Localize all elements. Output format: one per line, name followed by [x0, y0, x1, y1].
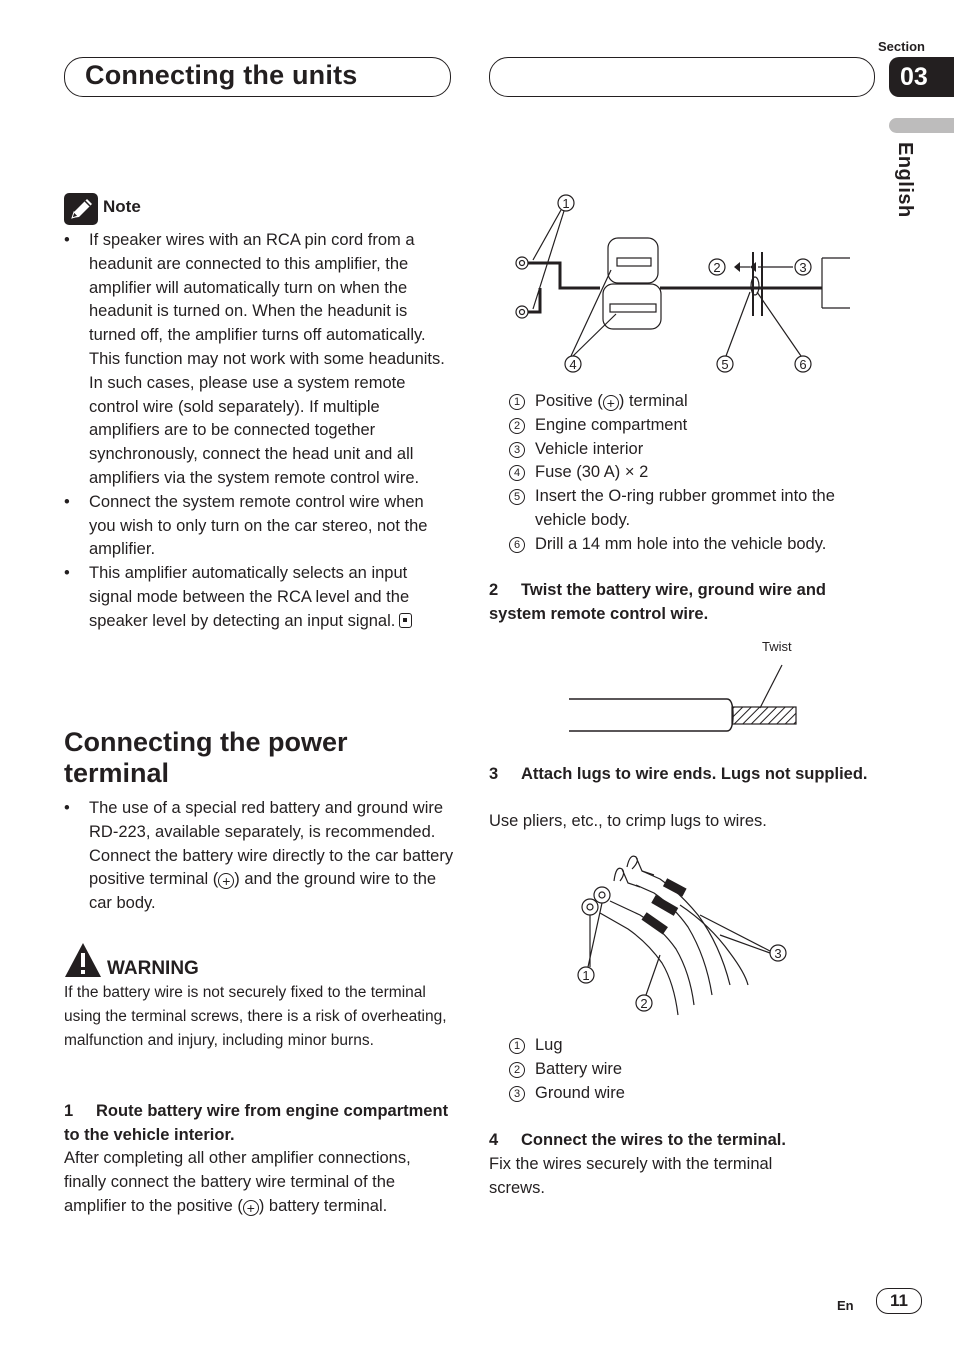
text-span: ) and the ground wire to the car body.: [89, 870, 437, 913]
callout-label: 2: [713, 260, 721, 275]
legend-number: 2: [509, 1062, 525, 1078]
blank-header-frame: [489, 57, 875, 97]
text-span: Positive (: [535, 392, 603, 410]
callout-label: 6: [799, 357, 807, 372]
step-number: 3: [489, 765, 499, 783]
text-span: ) battery terminal.: [258, 1196, 388, 1215]
legend-item: [490, 533, 870, 557]
legend-item: [490, 1082, 870, 1106]
step-2-heading: [489, 579, 879, 627]
text-span: ) terminal: [618, 392, 688, 410]
pencil-note-icon: [64, 193, 98, 225]
step-1-body: [64, 1147, 454, 1218]
footer-language-code: En: [837, 1298, 854, 1313]
power-item: [64, 797, 454, 916]
twisted-wire-diagram: [560, 660, 805, 740]
callout-label: 2: [640, 996, 648, 1011]
legend-text: Lug: [535, 1036, 563, 1054]
note-label: Note: [103, 197, 141, 216]
legend-number: 3: [509, 442, 525, 458]
step-number: 2: [489, 581, 499, 599]
note-item-text: Connect the system remote control wire when you wish to only turn on the car stereo, not the amplifier.: [89, 492, 428, 559]
warning-label: WARNING: [107, 958, 199, 979]
legend-item: [490, 485, 870, 533]
end-of-section-icon: [399, 613, 412, 628]
step-title: Twist the battery wire, ground wire and system remote control wire.: [489, 581, 826, 623]
legend-number: 1: [509, 1038, 525, 1054]
legend-text: Battery wire: [535, 1059, 623, 1078]
step-number: 1: [64, 1102, 74, 1120]
note-item: [64, 229, 454, 491]
section-number: 03: [889, 57, 954, 97]
step-4-heading: [489, 1129, 879, 1153]
legend-item: [490, 1058, 870, 1082]
note-item-text: If speaker wires with an RCA pin cord from a headunit are connected to this amplifier, the amplifier will automatically turn on when the headunit is turned on. When the headunit is turned off, the amplifier turns off automatically. This function may not work with some headunits. In such cases, please use a system remote control wire (sold separately). If multiple amplifiers are to be connected together synchronously, connect the head unit and all amplifiers via the system remote control wire.: [89, 231, 445, 487]
legend-text: Engine compartment: [535, 415, 688, 434]
step-3-heading: [489, 763, 879, 787]
callout-label: 3: [774, 946, 782, 961]
section-heading: [64, 727, 348, 789]
legend-text: Ground wire: [535, 1083, 625, 1102]
note-list: [64, 229, 454, 634]
legend-item: [490, 390, 870, 414]
step-title: Route battery wire from engine compartment to the vehicle interior.: [64, 1102, 449, 1144]
legend-number: 1: [509, 394, 525, 410]
step-4-body: Fix the wires securely with the terminal screws.: [489, 1155, 773, 1197]
callout-label: 5: [721, 357, 729, 372]
callout-label: 4: [569, 357, 577, 372]
text-span: The use of a special red battery and ground wire RD-223, available separately, is recommended. Connect the battery wire directly to the car battery positive terminal (: [89, 799, 454, 889]
step-1-heading: [64, 1100, 454, 1148]
legend-number: 4: [509, 465, 525, 481]
legend-item: [490, 461, 870, 485]
section-label: Section: [878, 39, 925, 54]
legend-number: 2: [509, 418, 525, 434]
plus-terminal-icon: +: [218, 873, 234, 889]
callout-label: 3: [799, 260, 807, 275]
legend-text: Fuse (30 A) × 2: [535, 463, 649, 482]
step3-legend: [490, 1034, 870, 1105]
warning-icon: [64, 942, 102, 978]
plus-terminal-icon: +: [603, 395, 619, 411]
callout-label: 1: [562, 196, 570, 211]
legend-text: Vehicle interior: [535, 439, 644, 458]
legend-item: [490, 1034, 870, 1058]
legend-number: 5: [509, 489, 525, 505]
legend-text: Drill a 14 mm hole into the vehicle body.: [535, 534, 827, 553]
page-title: Connecting the units: [85, 60, 358, 90]
language-tab: [889, 118, 954, 133]
step-title: Connect the wires to the terminal.: [521, 1131, 786, 1149]
note-item: [64, 491, 454, 562]
warning-text: If the battery wire is not securely fixed to the terminal using the terminal screws, there is a risk of overheating, malfunction and injury, including minor burns.: [64, 984, 447, 1049]
diagram1-legend: [490, 390, 870, 557]
plus-terminal-icon: +: [243, 1200, 259, 1216]
legend-item: [490, 414, 870, 438]
language-label: English: [894, 142, 916, 218]
power-list: [64, 797, 454, 916]
step-title: Attach lugs to wire ends. Lugs not supplied.: [521, 765, 868, 783]
heading-line: Connecting the power: [64, 727, 348, 757]
step-3-body: Use pliers, etc., to crimp lugs to wires.: [489, 812, 767, 830]
text-span: After completing all other amplifier connections, finally connect the battery wire terminal of the amplifier to the positive (: [64, 1149, 411, 1215]
legend-item: [490, 438, 870, 462]
note-item: [64, 562, 454, 633]
note-item-text: This amplifier automatically selects an input signal mode between the RCA level and the speaker level by detecting an input signal.: [89, 564, 410, 630]
legend-text: Insert the O-ring rubber grommet into the vehicle body.: [535, 487, 835, 529]
page-number: 11: [876, 1288, 922, 1314]
step-number: 4: [489, 1131, 499, 1149]
legend-number: 6: [509, 537, 525, 553]
callout-label: 1: [582, 968, 590, 983]
twist-label: Twist: [762, 639, 792, 654]
heading-line: terminal: [64, 758, 170, 788]
legend-number: 3: [509, 1086, 525, 1102]
lug-crimping-diagram: [570, 845, 800, 1025]
power-wiring-diagram: [500, 188, 860, 380]
